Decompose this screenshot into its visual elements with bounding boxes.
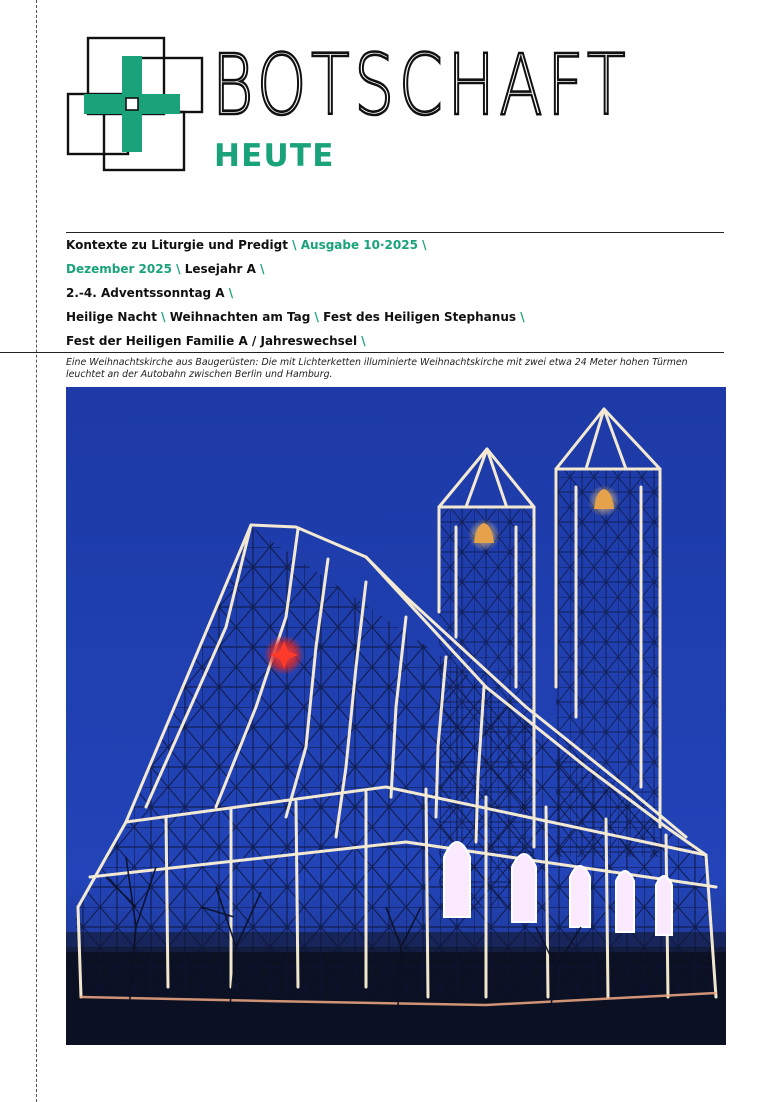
scaffold-church-illustration: [66, 387, 726, 1045]
occasion-holy-family: Fest der Heiligen Familie A / Jahreswechsel: [66, 334, 358, 348]
occasion-christmas-day: Weihnachten am Tag: [169, 310, 311, 324]
occasion-advent: 2.-4. Adventssonntag A: [66, 286, 225, 300]
separator: \: [228, 286, 234, 300]
separator: \: [260, 262, 265, 276]
publication-subtitle: Kontexte zu Liturgie und Predigt: [66, 238, 288, 252]
separator: \: [161, 310, 166, 324]
liturgical-year: Lesejahr A: [184, 262, 256, 276]
meta-line-2: [66, 262, 265, 276]
issue-number: Ausgabe 10·2025: [300, 238, 418, 252]
cross-in-squares-icon: [66, 36, 206, 172]
occasion-holy-night: Heilige Nacht: [66, 310, 157, 324]
meta-line-4: [66, 310, 525, 324]
cover-photo: [66, 387, 726, 1045]
occasion-stephanus: Fest des Heiligen Stephanus: [323, 310, 517, 324]
subtitle: HEUTE: [214, 138, 335, 174]
bottom-rule: [0, 352, 724, 353]
photo-caption: Eine Weihnachtskirche aus Baugerüsten: Die mit Lichterketten illuminierte Weihnachtskirche mit zwei etwa 24 Meter hohen Türmen leuchtet an der Autobahn zwischen Berlin und Hamburg.: [66, 357, 688, 380]
issue-month: Dezember 2025: [66, 262, 172, 276]
fold-line: [36, 0, 37, 1102]
meta-line-3: [66, 286, 233, 300]
meta-line-1: [66, 238, 427, 252]
title-text: BOTSCHAFT: [212, 42, 630, 128]
separator: \: [314, 310, 319, 324]
separator: \: [422, 238, 427, 252]
meta-line-5: [66, 334, 366, 348]
separator: \: [292, 238, 297, 252]
separator: \: [176, 262, 181, 276]
top-rule: [66, 232, 724, 233]
magazine-title: [212, 42, 732, 128]
separator: \: [361, 334, 366, 348]
separator: \: [520, 310, 525, 324]
